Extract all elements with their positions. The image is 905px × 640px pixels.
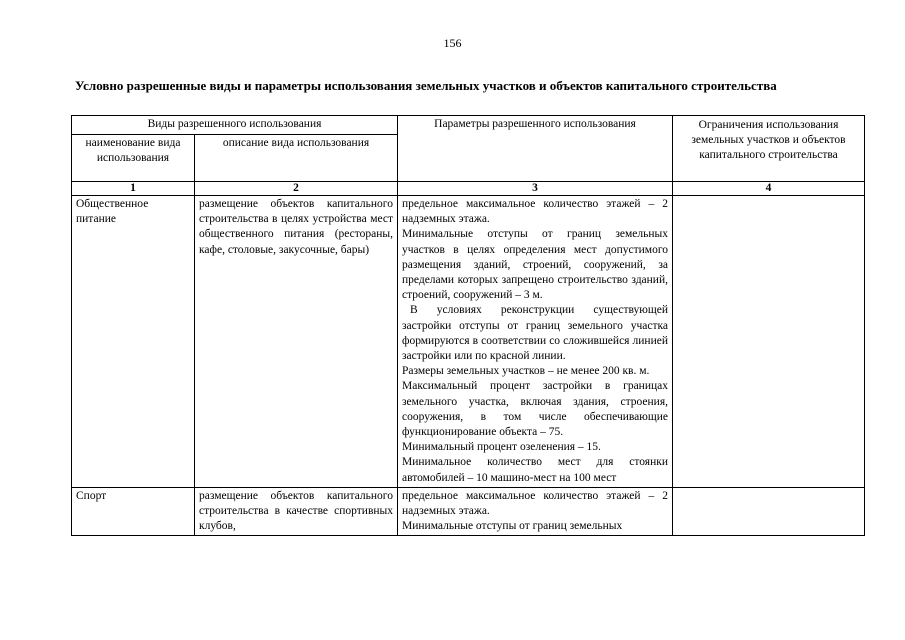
row-params-cell [398,196,673,488]
param-paragraph: Минимальные отступы от границ земельных участков в целях определения мест допустимого размещения зданий, строений, сооружений, за пределами которых запрещено строительство зданий, строений, сооружений – 3 м. [402,228,668,302]
column-number-row [72,182,865,196]
document-heading: Условно разрешенные виды и параметры использования земельных участков и объектов капитального строительства [75,78,777,93]
row-restrictions-cell [673,487,865,536]
row-name-cell: Общественное питание [72,196,195,488]
param-paragraph: Минимальные отступы от границ земельных [402,520,623,533]
params-column-header: Параметры разрешенного использования [398,116,673,182]
description-column-header: описание вида использования [195,135,398,182]
row-description-cell: размещение объектов капитального строительства в качестве спортивных клубов, [195,487,398,536]
row-restrictions-cell [673,196,865,488]
param-paragraph: Минимальное количество мест для стоянки автомобилей – 10 машино-мест на 100 мест [402,456,668,484]
name-column-header: наименование вида использования [72,135,195,182]
restrictions-column-header: Ограничения использования земельных участков и объектов капитального строительства [673,116,865,182]
param-paragraph: Минимальный процент озеленения – 15. [402,441,601,454]
param-paragraph: Максимальный процент застройки в границах земельного участка, включая здания, строения, сооружения, в том числе обеспечивающие функционирование объекта – 75. [402,380,668,439]
param-paragraph-clipped [402,519,668,534]
column-number: 3 [398,182,673,196]
header-row-1 [72,116,865,135]
column-number: 4 [673,182,865,196]
types-group-header: Виды разрешенного использования [72,116,398,135]
param-paragraph: предельное максимальное количество этажей – 2 надземных этажа. [402,489,668,518]
param-paragraph: В условиях реконструкции существующей застройки отступы от границ земельного участка формируются в соответствии со сложившейся линией застройки или по красной линии. [402,304,668,363]
usage-table [71,115,865,536]
row-params-cell [398,487,673,536]
row-description-cell: размещение объектов капитального строительства в целях устройства мест общественного питания (рестораны, кафе, столовые, закусочные, бары) [195,196,398,488]
column-number: 2 [195,182,398,196]
page-number: 156 [443,36,462,50]
param-paragraph: предельное максимальное количество этажей – 2 надземных этажа. [402,198,668,226]
row-name-cell: Спорт [72,487,195,536]
param-paragraph: Размеры земельных участков – не менее 200 кв. м. [402,365,650,378]
column-number: 1 [72,182,195,196]
table-row [72,196,865,488]
table-row [72,487,865,536]
